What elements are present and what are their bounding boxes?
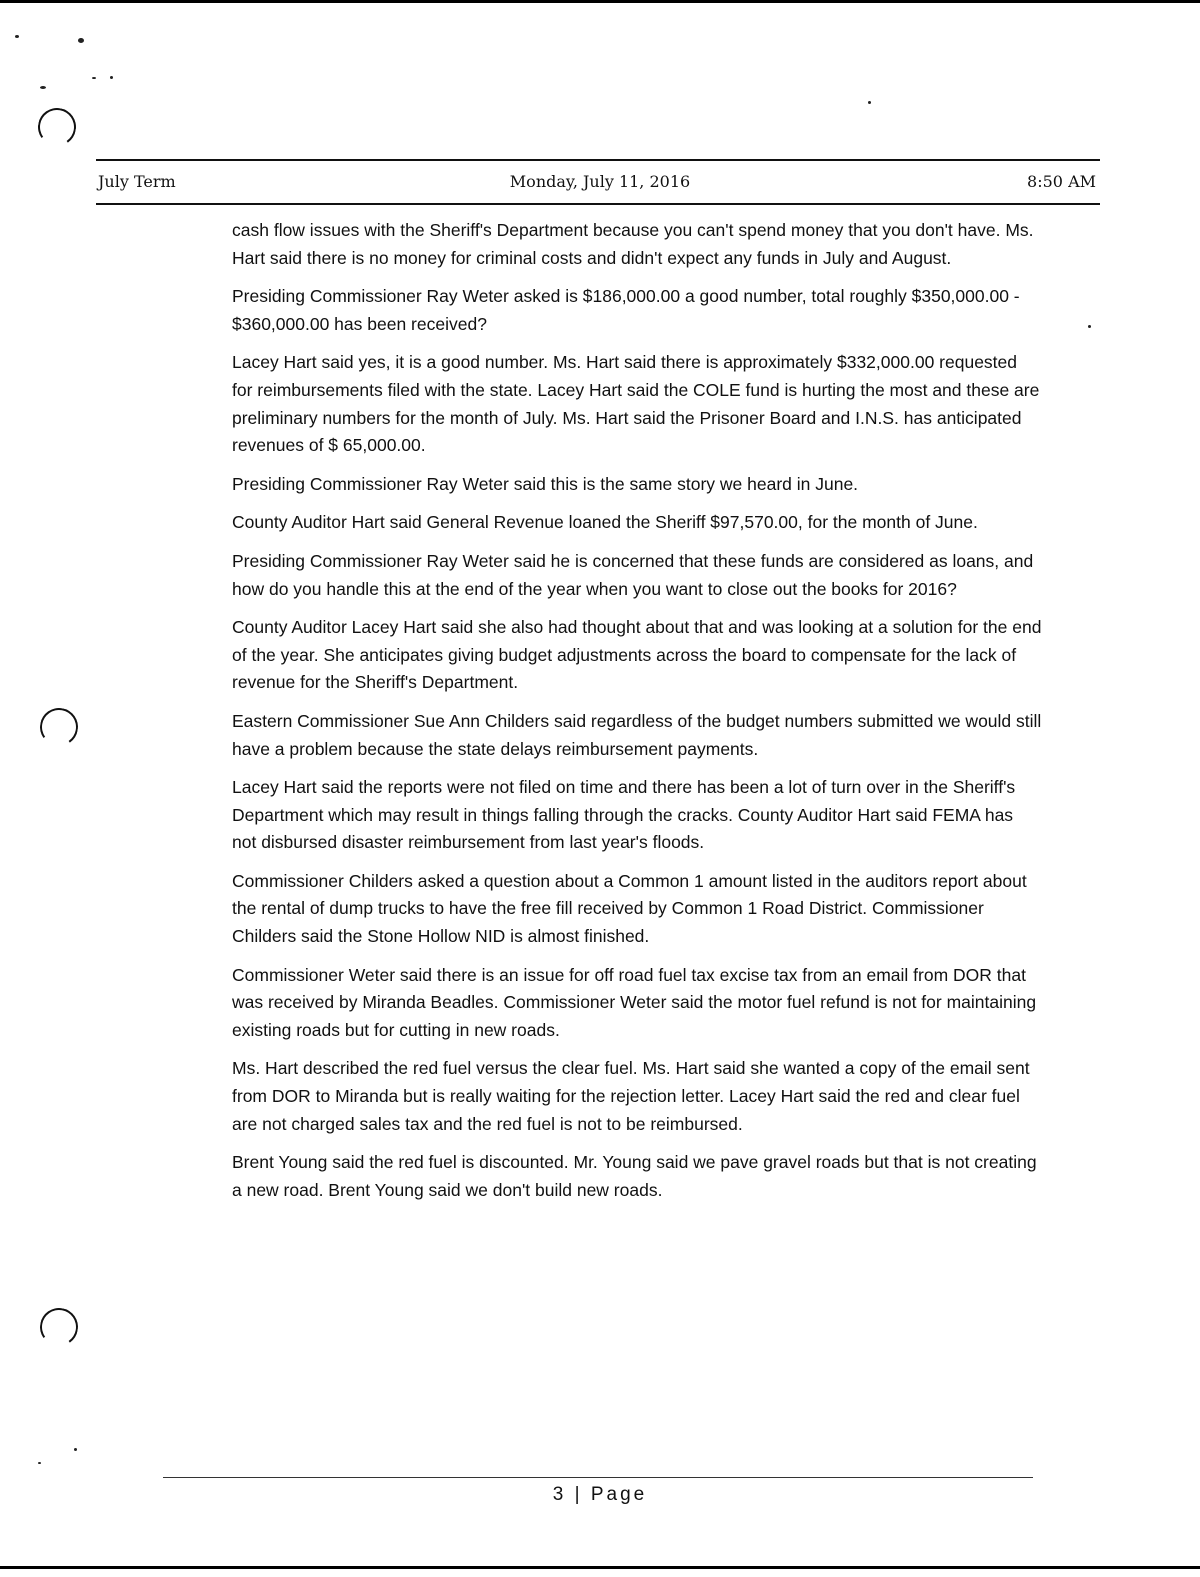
paragraph: Presiding Commissioner Ray Weter said this is the same story we heard in June. — [232, 473, 859, 494]
paragraph: Ms. Hart described the red fuel versus the clear fuel. Ms. Hart said she wanted a copy of the email sent from DOR to Miranda but is really waiting for the rejection letter. Lacey Hart said the red and clear fuel are not charged sales tax and the red fuel is not to be reimbursed. — [232, 1058, 1030, 1134]
scan-speck — [78, 38, 84, 43]
scan-speck — [15, 35, 19, 38]
paragraph: Lacey Hart said the reports were not filed on time and there has been a lot of turn over in the Sheriff's Department which may result in things falling through the cracks. County Auditor Hart said FEMA has not disbursed disaster reimbursement from last year's floods. — [232, 777, 1016, 853]
scan-speck — [868, 101, 871, 104]
scan-speck — [38, 1462, 41, 1464]
scan-top-border — [0, 0, 1200, 3]
footer-rule — [163, 1477, 1033, 1478]
scan-speck — [74, 1448, 77, 1451]
paragraph: County Auditor Hart said General Revenue loaned the Sheriff $97,570.00, for the month of June. — [232, 512, 978, 533]
scan-speck — [1088, 325, 1091, 328]
page-number: 3 | Page — [552, 1484, 648, 1505]
scan-speck — [92, 77, 96, 79]
paragraph: Presiding Commissioner Ray Weter asked is $186,000.00 a good number, total roughly $350,000.00 - $360,000.00 has been received? — [232, 286, 1020, 334]
header-date: Monday, July 11, 2016 — [509, 172, 691, 191]
header-rule-top — [96, 159, 1100, 161]
paragraph: Commissioner Weter said there is an issue for off road fuel tax excise tax from an email from DOR that was received by Miranda Beadles. Commissioner Weter said the motor fuel refund is not for maintaining existing roads but for cutting in new roads. — [232, 964, 1037, 1040]
header-term: July Term — [98, 172, 176, 191]
scan-speck — [40, 86, 46, 89]
punch-hole-bottom — [37, 1305, 81, 1349]
minutes-body — [232, 217, 1042, 1215]
punch-hole-top — [35, 105, 79, 149]
paragraph: Brent Young said the red fuel is discounted. Mr. Young said we pave gravel roads but that is not creating a new road. Brent Young said we don't build new roads. — [232, 1152, 1037, 1200]
scan-bottom-border — [0, 1566, 1200, 1569]
punch-hole-middle — [37, 705, 81, 749]
scan-speck — [110, 76, 113, 79]
header-rule-bottom — [96, 203, 1100, 205]
paragraph: Presiding Commissioner Ray Weter said he is concerned that these funds are considered as loans, and how do you handle this at the end of the year when you want to close out the books for 2016? — [232, 550, 1034, 599]
header-time: 8:50 AM — [1027, 172, 1096, 191]
paragraph: Lacey Hart said yes, it is a good number. Ms. Hart said there is approximately $332,000.00 requested for reimbursements filed with the state. Lacey Hart said the COLE fund is hurting the most and these are preliminary numbers for the month of July. Ms. Hart said the Prisoner Board and I.N.S. has anticipated revenues of $ 65,000.00. — [232, 352, 1040, 456]
paragraph: cash flow issues with the Sheriff's Department because you can't spend money that you don't have. Ms. Hart said there is no money for criminal costs and didn't expect any funds in July and August. — [232, 220, 1034, 268]
paragraph: Eastern Commissioner Sue Ann Childers said regardless of the budget numbers submitted we would still have a problem because the state delays reimbursement payments. — [232, 710, 1042, 759]
paragraph: County Auditor Lacey Hart said she also had thought about that and was looking at a solution for the end of the year. She anticipates giving budget adjustments across the board to compensate for the lack of revenue for the Sheriff's Department. — [232, 617, 1042, 693]
paragraph: Commissioner Childers asked a question about a Common 1 amount listed in the auditors report about the rental of dump trucks to have the free fill received by Common 1 Road District. Commissioner Childers said the Stone Hollow NID is almost finished. — [232, 870, 1027, 947]
